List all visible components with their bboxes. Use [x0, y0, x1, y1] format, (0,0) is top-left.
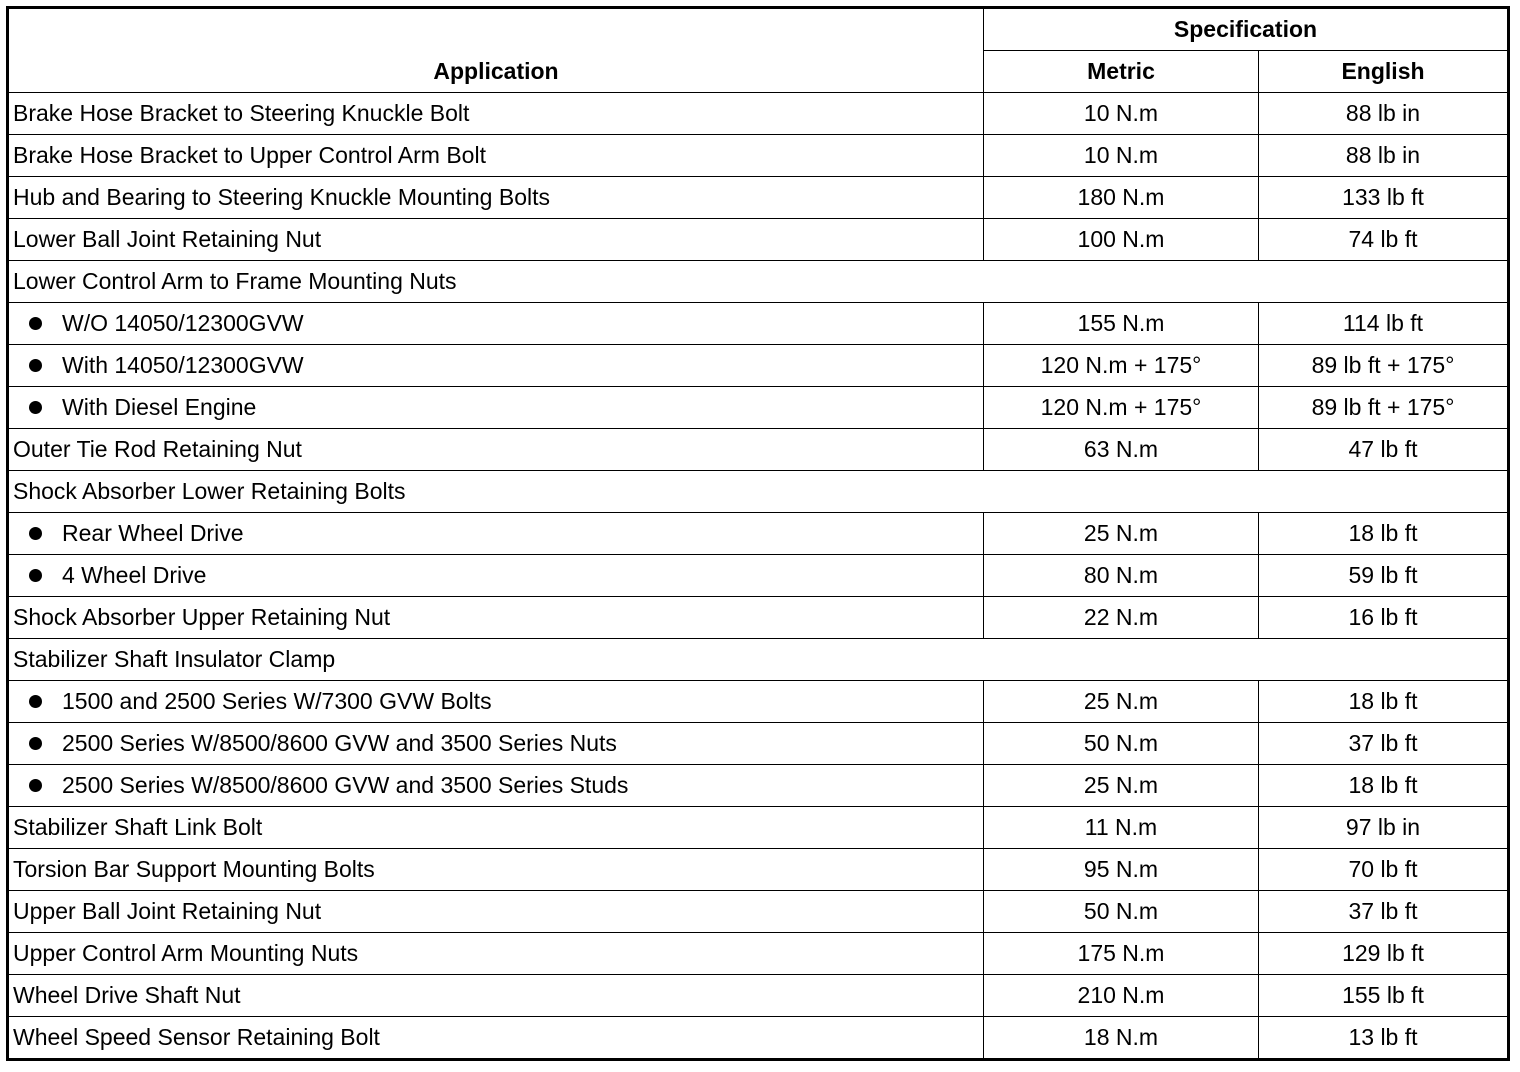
table-row — [8, 891, 1509, 933]
application-cell — [8, 93, 984, 135]
bullet-icon — [29, 401, 42, 414]
application-cell — [8, 177, 984, 219]
english-cell: 47 lb ft — [1259, 429, 1509, 471]
application-cell — [8, 513, 984, 555]
application-label: W/O 14050/12300GVW — [62, 310, 304, 336]
group-label: Stabilizer Shaft Insulator Clamp — [13, 646, 336, 672]
application-label: 2500 Series W/8500/8600 GVW and 3500 Series Studs — [62, 772, 629, 798]
metric-cell: 175 N.m — [984, 933, 1259, 975]
metric-cell: 10 N.m — [984, 135, 1259, 177]
group-label: Lower Control Arm to Frame Mounting Nuts — [13, 268, 457, 294]
table-row — [8, 933, 1509, 975]
spec-table-container — [6, 6, 1510, 1061]
group-label-cell — [8, 261, 1509, 303]
english-cell: 18 lb ft — [1259, 765, 1509, 807]
english-cell: 37 lb ft — [1259, 723, 1509, 765]
table-row — [8, 849, 1509, 891]
table-row — [8, 387, 1509, 429]
english-cell: 133 lb ft — [1259, 177, 1509, 219]
group-label-cell — [8, 639, 1509, 681]
application-cell — [8, 933, 984, 975]
table-row — [8, 93, 1509, 135]
metric-cell: 100 N.m — [984, 219, 1259, 261]
metric-cell: 25 N.m — [984, 765, 1259, 807]
metric-cell: 210 N.m — [984, 975, 1259, 1017]
table-row — [8, 723, 1509, 765]
table-row — [8, 597, 1509, 639]
application-header: Application — [8, 8, 984, 93]
english-cell: 70 lb ft — [1259, 849, 1509, 891]
english-cell: 88 lb in — [1259, 135, 1509, 177]
table-row — [8, 219, 1509, 261]
metric-cell: 10 N.m — [984, 93, 1259, 135]
metric-cell: 63 N.m — [984, 429, 1259, 471]
application-label: With 14050/12300GVW — [62, 352, 304, 378]
specification-header: Specification — [984, 8, 1509, 51]
bullet-icon — [29, 569, 42, 582]
table-row — [8, 765, 1509, 807]
group-label-cell — [8, 471, 1509, 513]
application-label: Torsion Bar Support Mounting Bolts — [13, 856, 375, 882]
application-label: Wheel Speed Sensor Retaining Bolt — [13, 1024, 380, 1050]
bullet-icon — [29, 317, 42, 330]
metric-cell: 155 N.m — [984, 303, 1259, 345]
metric-cell: 95 N.m — [984, 849, 1259, 891]
bullet-icon — [29, 737, 42, 750]
bullet-icon — [29, 359, 42, 372]
application-label: Shock Absorber Upper Retaining Nut — [13, 604, 391, 630]
application-cell — [8, 891, 984, 933]
metric-cell: 120 N.m + 175° — [984, 387, 1259, 429]
application-label: Brake Hose Bracket to Upper Control Arm Bolt — [13, 142, 486, 168]
table-group-row — [8, 639, 1509, 681]
english-cell: 129 lb ft — [1259, 933, 1509, 975]
table-row — [8, 1017, 1509, 1060]
metric-cell: 120 N.m + 175° — [984, 345, 1259, 387]
metric-cell: 50 N.m — [984, 891, 1259, 933]
metric-cell: 18 N.m — [984, 1017, 1259, 1060]
application-cell — [8, 345, 984, 387]
application-label: Wheel Drive Shaft Nut — [13, 982, 241, 1008]
table-row — [8, 807, 1509, 849]
application-label: Brake Hose Bracket to Steering Knuckle Bolt — [13, 100, 470, 126]
application-cell — [8, 135, 984, 177]
table-row — [8, 177, 1509, 219]
metric-header: Metric — [984, 51, 1259, 93]
application-cell — [8, 303, 984, 345]
table-row — [8, 681, 1509, 723]
bullet-icon — [29, 527, 42, 540]
english-cell: 155 lb ft — [1259, 975, 1509, 1017]
application-cell — [8, 807, 984, 849]
application-label: Upper Ball Joint Retaining Nut — [13, 898, 322, 924]
table-row — [8, 513, 1509, 555]
english-cell: 89 lb ft + 175° — [1259, 387, 1509, 429]
english-cell: 18 lb ft — [1259, 513, 1509, 555]
metric-cell: 80 N.m — [984, 555, 1259, 597]
table-group-row — [8, 261, 1509, 303]
english-cell: 89 lb ft + 175° — [1259, 345, 1509, 387]
table-row — [8, 975, 1509, 1017]
header-row-1 — [8, 8, 1509, 51]
application-cell — [8, 723, 984, 765]
english-cell: 16 lb ft — [1259, 597, 1509, 639]
application-cell — [8, 219, 984, 261]
application-label: Outer Tie Rod Retaining Nut — [13, 436, 302, 462]
application-cell — [8, 429, 984, 471]
application-label: Lower Ball Joint Retaining Nut — [13, 226, 322, 252]
metric-cell: 180 N.m — [984, 177, 1259, 219]
metric-cell: 25 N.m — [984, 681, 1259, 723]
english-cell: 59 lb ft — [1259, 555, 1509, 597]
group-label: Shock Absorber Lower Retaining Bolts — [13, 478, 406, 504]
application-cell — [8, 1017, 984, 1060]
bullet-icon — [29, 695, 42, 708]
metric-cell: 22 N.m — [984, 597, 1259, 639]
table-body — [8, 93, 1509, 1060]
english-cell: 97 lb in — [1259, 807, 1509, 849]
table-group-row — [8, 471, 1509, 513]
english-cell: 114 lb ft — [1259, 303, 1509, 345]
english-cell: 74 lb ft — [1259, 219, 1509, 261]
english-cell: 13 lb ft — [1259, 1017, 1509, 1060]
table-header — [8, 8, 1509, 93]
english-cell: 88 lb in — [1259, 93, 1509, 135]
metric-cell: 50 N.m — [984, 723, 1259, 765]
fastener-spec-table — [6, 6, 1510, 1061]
english-header: English — [1259, 51, 1509, 93]
english-cell: 37 lb ft — [1259, 891, 1509, 933]
application-label: 4 Wheel Drive — [62, 562, 207, 588]
application-label: Upper Control Arm Mounting Nuts — [13, 940, 359, 966]
application-label: 1500 and 2500 Series W/7300 GVW Bolts — [62, 688, 492, 714]
application-cell — [8, 597, 984, 639]
application-label: Hub and Bearing to Steering Knuckle Mounting Bolts — [13, 184, 550, 210]
table-row — [8, 135, 1509, 177]
application-cell — [8, 387, 984, 429]
bullet-icon — [29, 779, 42, 792]
table-row — [8, 345, 1509, 387]
application-label: Rear Wheel Drive — [62, 520, 244, 546]
application-cell — [8, 975, 984, 1017]
application-cell — [8, 765, 984, 807]
metric-cell: 11 N.m — [984, 807, 1259, 849]
application-label: Stabilizer Shaft Link Bolt — [13, 814, 263, 840]
english-cell: 18 lb ft — [1259, 681, 1509, 723]
application-cell — [8, 555, 984, 597]
table-row — [8, 303, 1509, 345]
table-row — [8, 555, 1509, 597]
application-cell — [8, 681, 984, 723]
application-label: With Diesel Engine — [62, 394, 257, 420]
table-row — [8, 429, 1509, 471]
application-label: 2500 Series W/8500/8600 GVW and 3500 Series Nuts — [62, 730, 617, 756]
metric-cell: 25 N.m — [984, 513, 1259, 555]
application-cell — [8, 849, 984, 891]
